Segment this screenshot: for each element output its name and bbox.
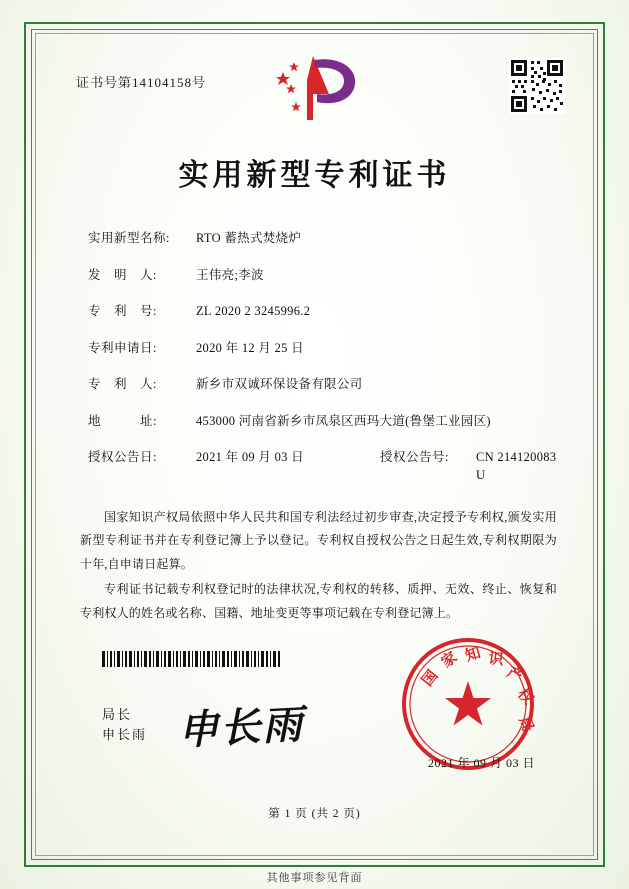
field-value: 王伟亮;李波 <box>196 267 264 282</box>
field-list <box>46 230 583 484</box>
grant-date-label: 授权公告日: <box>88 450 157 464</box>
field-value: 新乡市双诚环保设备有限公司 <box>196 377 363 391</box>
legal-paragraph-1: 国家知识产权局依照中华人民共和国专利法经过初步审查,决定授予专利权,颁发实用新型专利证书并在专利登记簿上予以登记。专利权自授权公告之日起生效,专利权期限为十年,自申请日起算。 <box>80 510 557 571</box>
cnipa-logo-icon <box>267 50 363 128</box>
qr-code <box>509 58 565 114</box>
field-label: 专利申请日: <box>88 340 157 355</box>
certificate-content <box>46 44 583 845</box>
svg-text:家: 家 <box>438 649 461 672</box>
barcode <box>102 651 282 667</box>
certificate-number: 证书号第14104158号 <box>76 75 207 90</box>
field-label: 地 址: <box>88 413 157 428</box>
field-row-application-date <box>88 340 563 358</box>
field-row-inventor <box>88 267 563 285</box>
seal-date: 2021 年 09 月 03 日 <box>427 756 535 770</box>
handwritten-signature: 申长雨 <box>177 701 306 754</box>
page-number: 第 1 页 (共 2 页) <box>268 808 361 820</box>
svg-text:局: 局 <box>515 714 536 735</box>
svg-text:识: 识 <box>487 651 505 669</box>
field-row-patentee <box>88 376 563 394</box>
field-value: ZL 2020 2 3245996.2 <box>196 304 311 318</box>
legal-paragraph-2: 专利证书记载专利权登记时的法律状况,专利权的转移、质押、无效、终止、恢复和专利权人的姓名或名称、国籍、地址变更等事项记载在专利登记簿上。 <box>80 582 557 620</box>
field-label: 专 利 号: <box>88 304 157 318</box>
field-row-patent-number <box>88 303 563 321</box>
svg-text:权: 权 <box>514 685 536 708</box>
grant-number-label: 授权公告号: <box>380 450 449 464</box>
page-title: 实用新型专利证书 <box>178 159 451 192</box>
field-value: RTO 蓄热式焚烧炉 <box>196 231 302 245</box>
field-label: 发 明 人: <box>88 267 157 282</box>
field-label: 实用新型名称: <box>88 231 170 245</box>
field-row-grant-announcement <box>88 449 563 484</box>
grant-date-value: 2021 年 09 月 03 日 <box>196 450 304 464</box>
grant-number-value: CN 214120083 U <box>476 450 557 482</box>
grant-number-pair <box>380 449 563 484</box>
signature-name: 申长雨 <box>102 726 148 742</box>
signature-block <box>102 705 147 745</box>
field-label: 专 利 人: <box>88 377 157 391</box>
field-value: 453000 河南省新乡市凤泉区西玛大道(鲁堡工业园区) <box>196 413 491 428</box>
certificate-header <box>46 44 583 136</box>
svg-text:知: 知 <box>463 645 483 665</box>
footer-note: 其他事项参见背面 <box>266 872 363 884</box>
svg-text:国: 国 <box>419 667 442 690</box>
signature-title: 局长 <box>102 706 133 722</box>
official-seal <box>399 635 537 773</box>
field-row-utility-model-name <box>88 230 563 248</box>
svg-text:产: 产 <box>504 664 525 686</box>
field-row-address <box>88 413 563 431</box>
field-value: 2020 年 12 月 25 日 <box>196 340 304 355</box>
